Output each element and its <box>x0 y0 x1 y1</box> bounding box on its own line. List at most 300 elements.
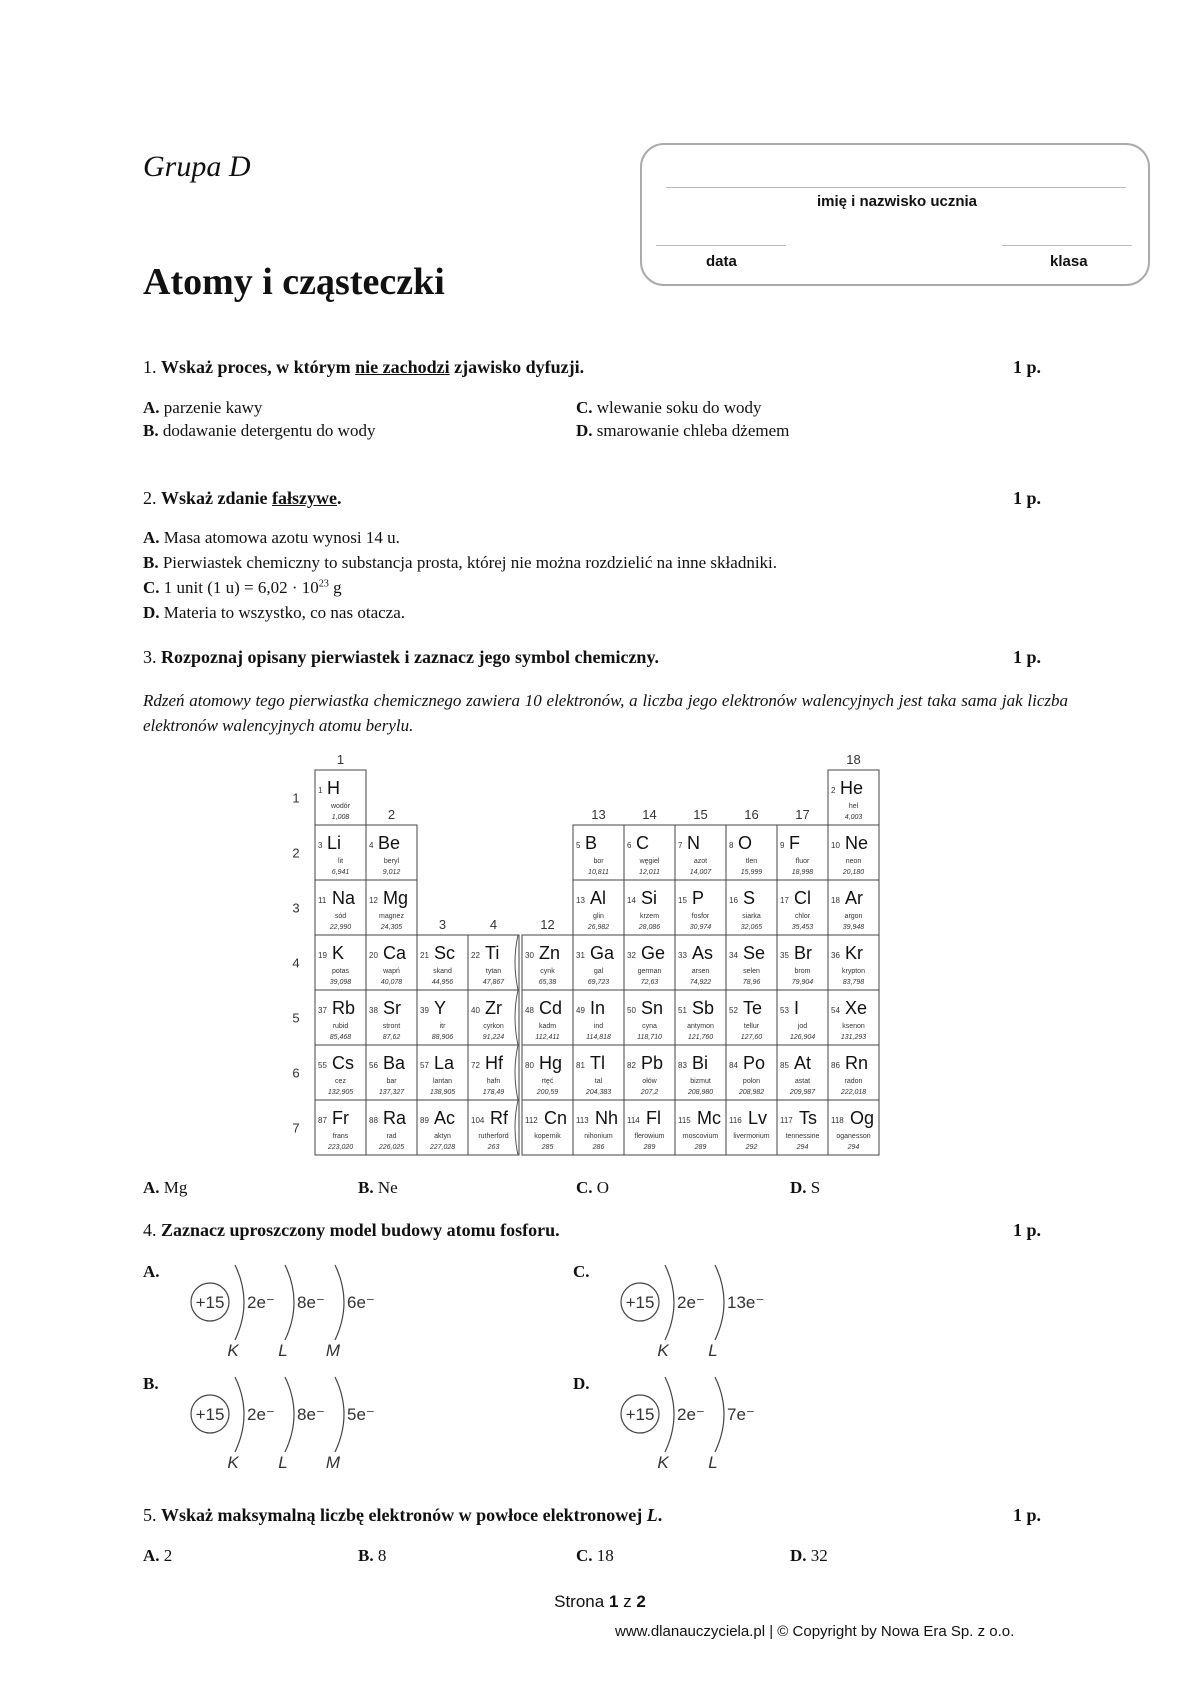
element-mass: 65,38 <box>538 979 557 986</box>
element-mass: 209,987 <box>789 1089 816 1096</box>
element-cell-Og <box>828 1100 879 1155</box>
element-name: wapń <box>383 968 400 975</box>
element-mass: 47,867 <box>482 979 505 986</box>
q3-option-d[interactable]: D. S <box>790 1178 821 1197</box>
student-info-box <box>640 143 1150 286</box>
element-symbol: Al <box>590 888 607 908</box>
element-name: cyrkon <box>483 1023 504 1030</box>
element-cell-Rb <box>315 990 366 1045</box>
element-cell-Al <box>573 880 624 935</box>
element-mass: 200,59 <box>536 1089 559 1096</box>
element-cell-O <box>726 825 777 880</box>
element-number: 33 <box>678 951 687 960</box>
q3-option-c[interactable]: C. O <box>576 1178 610 1197</box>
element-symbol: Kr <box>845 943 863 963</box>
element-cell-H <box>315 770 366 825</box>
element-cell-Ar <box>828 880 879 935</box>
element-symbol: S <box>743 888 756 908</box>
element-cell-Ge <box>624 935 675 990</box>
element-symbol: Cn <box>544 1108 568 1128</box>
element-symbol: Zn <box>539 943 561 963</box>
element-symbol: Zr <box>485 998 502 1018</box>
element-number: 22 <box>471 951 480 960</box>
element-name: lit <box>337 858 344 865</box>
element-mass: 294 <box>847 1144 860 1151</box>
element-mass: 78,96 <box>742 979 761 986</box>
element-symbol: Cl <box>794 888 811 908</box>
element-symbol: Rn <box>845 1053 869 1073</box>
date-line[interactable] <box>656 245 786 246</box>
question-1: 1. Wskaż proces, w którym nie zachodzi zjawisko dyfuzji. <box>143 357 585 377</box>
element-mass: 39,098 <box>329 979 352 986</box>
element-symbol: Y <box>434 998 447 1018</box>
element-name: bizmut <box>690 1078 711 1085</box>
element-number: 56 <box>369 1061 378 1070</box>
element-cell-Zr <box>468 990 519 1045</box>
atom-model-a[interactable] <box>185 1260 415 1360</box>
element-name: lantan <box>432 1078 453 1085</box>
element-name: neon <box>845 858 862 865</box>
shell-electrons: 2e⁻ <box>677 1405 705 1424</box>
element-cell-Sn <box>624 990 675 1045</box>
element-name: nihonium <box>584 1133 613 1140</box>
q3-option-a[interactable]: A. Mg <box>143 1178 188 1197</box>
q3-points: 1 p. <box>1013 647 1042 667</box>
nucleus-charge: +15 <box>625 1405 655 1424</box>
page-number: Strona 1 z 2 <box>554 1592 646 1611</box>
element-name: magnez <box>379 913 404 920</box>
element-cell-Bi <box>675 1045 726 1100</box>
element-symbol: Cd <box>539 998 563 1018</box>
q4-option-b-letter[interactable]: B. <box>143 1374 159 1393</box>
element-name: aktyn <box>434 1133 451 1140</box>
shell-label-M: M <box>325 1453 341 1472</box>
name-label: imię i nazwisko ucznia <box>816 193 978 210</box>
element-number: 112 <box>525 1116 538 1125</box>
element-name: fluor <box>795 858 810 865</box>
element-mass: 6,941 <box>331 869 350 876</box>
group-label-1: 1 <box>336 752 345 767</box>
shell-label-L: L <box>278 1453 288 1472</box>
element-mass: 44,956 <box>431 979 454 986</box>
element-symbol: Ga <box>590 943 615 963</box>
shell-arc <box>285 1265 294 1340</box>
element-number: 82 <box>627 1061 636 1070</box>
group-label-13: 13 <box>591 807 606 822</box>
element-symbol: Ts <box>799 1108 817 1128</box>
element-cell-Cd <box>522 990 573 1045</box>
element-name: arsen <box>691 968 710 975</box>
element-mass: 118,710 <box>637 1034 662 1041</box>
shell-arc <box>335 1265 344 1340</box>
element-number: 20 <box>369 951 378 960</box>
q5-points: 1 p. <box>1013 1505 1042 1525</box>
atom-model-b[interactable] <box>185 1372 415 1472</box>
element-cell-Pb <box>624 1045 675 1100</box>
element-cell-Ts <box>777 1100 828 1155</box>
element-symbol: C <box>636 833 649 853</box>
element-number: 4 <box>369 841 374 850</box>
element-cell-Rf <box>468 1100 519 1155</box>
element-number: 12 <box>369 896 378 905</box>
element-cell-N <box>675 825 726 880</box>
element-cell-Sc <box>417 935 468 990</box>
element-mass: 289 <box>643 1144 656 1151</box>
element-number: 15 <box>678 896 687 905</box>
group-label-15: 15 <box>693 807 708 822</box>
element-number: 57 <box>420 1061 429 1070</box>
period-label-5: 5 <box>292 1010 300 1026</box>
element-name: cez <box>335 1078 346 1085</box>
element-name: radon <box>844 1078 863 1085</box>
element-mass: 20,180 <box>842 869 865 876</box>
q4-option-a-letter[interactable]: A. <box>143 1262 160 1281</box>
element-number: 48 <box>525 1006 534 1015</box>
q5-option-c[interactable]: C. 18 <box>576 1546 614 1565</box>
element-mass: 79,904 <box>791 979 814 986</box>
element-mass: 227,028 <box>429 1144 456 1151</box>
element-cell-P <box>675 880 726 935</box>
element-cell-Xe <box>828 990 879 1045</box>
q4-option-d-letter[interactable]: D. <box>573 1374 590 1393</box>
element-name: cynk <box>540 968 555 975</box>
element-mass: 208,980 <box>687 1089 714 1096</box>
element-number: 37 <box>318 1006 327 1015</box>
element-mass: 12,011 <box>639 869 660 876</box>
element-number: 114 <box>627 1116 640 1125</box>
element-mass: 22,990 <box>329 924 352 931</box>
q2-points: 1 p. <box>1013 488 1042 508</box>
element-number: 10 <box>831 841 840 850</box>
element-name: gal <box>593 968 604 975</box>
element-number: 14 <box>627 896 636 905</box>
element-symbol: Tl <box>590 1053 605 1073</box>
element-mass: 88,906 <box>431 1034 454 1041</box>
element-mass: 131,293 <box>840 1034 867 1041</box>
element-name: siarka <box>742 913 761 920</box>
q4-option-c-letter[interactable]: C. <box>573 1262 590 1281</box>
q3-option-b[interactable]: B. Ne <box>358 1178 398 1197</box>
element-number: 52 <box>729 1006 738 1015</box>
element-cell-Na <box>315 880 366 935</box>
q5-option-a[interactable]: A. 2 <box>143 1546 173 1565</box>
shell-label-L: L <box>278 1341 288 1360</box>
element-cell-Lv <box>726 1100 777 1155</box>
element-cell-Si <box>624 880 675 935</box>
element-number: 31 <box>576 951 585 960</box>
element-symbol: Se <box>743 943 766 963</box>
element-number: 2 <box>831 786 836 795</box>
element-cell-He <box>828 770 879 825</box>
element-name: astat <box>794 1078 811 1085</box>
period-label-1: 1 <box>292 790 300 806</box>
element-symbol: Ti <box>485 943 500 963</box>
element-name: livermorium <box>733 1133 770 1140</box>
element-number: 7 <box>678 841 683 850</box>
element-mass: 222,018 <box>840 1089 867 1096</box>
element-symbol: Xe <box>845 998 868 1018</box>
element-mass: 85,468 <box>329 1034 352 1041</box>
date-label: data <box>706 253 737 270</box>
element-name: flerowium <box>634 1133 665 1140</box>
element-number: 51 <box>678 1006 687 1015</box>
period-label-4: 4 <box>292 955 300 971</box>
group-label-14: 14 <box>642 807 657 822</box>
question-3: 3. Rozpoznaj opisany pierwiastek i zaznacz jego symbol chemiczny. <box>143 647 659 667</box>
element-mass: 4,003 <box>844 814 863 821</box>
element-name: itr <box>439 1023 446 1030</box>
element-name: ołów <box>642 1078 657 1085</box>
atom-model-d[interactable] <box>615 1372 845 1472</box>
element-symbol: Rb <box>332 998 356 1018</box>
period-label-7: 7 <box>292 1120 300 1136</box>
element-symbol: Br <box>794 943 812 963</box>
element-mass: 208,982 <box>738 1089 765 1096</box>
q2-option-d[interactable]: D. Materia to wszystko, co nas otacza. <box>143 603 406 622</box>
period-label-6: 6 <box>292 1065 300 1081</box>
element-cell-C <box>624 825 675 880</box>
shell-label-K: K <box>657 1453 669 1472</box>
element-cell-Ra <box>366 1100 417 1155</box>
element-name: beryl <box>383 858 400 865</box>
shell-arc <box>665 1377 674 1452</box>
element-name: rutherford <box>478 1133 509 1140</box>
element-name: cyna <box>642 1023 657 1030</box>
element-name: rad <box>386 1133 397 1140</box>
element-mass: 178,49 <box>482 1089 505 1096</box>
periodic-table <box>290 750 920 1160</box>
element-mass: 26,982 <box>587 924 610 931</box>
element-cell-Br <box>777 935 828 990</box>
element-number: 81 <box>576 1061 585 1070</box>
element-name: selen <box>743 968 760 975</box>
shell-electrons: 2e⁻ <box>247 1405 275 1424</box>
element-mass: 35,453 <box>791 924 814 931</box>
group-label: Grupa D <box>143 150 251 183</box>
element-number: 87 <box>318 1116 327 1125</box>
element-number: 72 <box>471 1061 480 1070</box>
element-number: 19 <box>318 951 327 960</box>
element-symbol: Li <box>327 833 342 853</box>
page-title: Atomy i cząsteczki <box>143 261 445 303</box>
element-cell-Zn <box>522 935 573 990</box>
element-mass: 14,007 <box>689 869 712 876</box>
element-name: hafn <box>486 1078 501 1085</box>
element-mass: 24,305 <box>380 924 403 931</box>
element-number: 113 <box>576 1116 589 1125</box>
element-number: 80 <box>525 1061 534 1070</box>
element-cell-Tl <box>573 1045 624 1100</box>
element-name: rubid <box>332 1023 349 1030</box>
element-mass: 292 <box>745 1144 758 1151</box>
element-cell-Fr <box>315 1100 366 1155</box>
element-number: 35 <box>780 951 789 960</box>
element-number: 89 <box>420 1116 429 1125</box>
element-mass: 226,025 <box>378 1144 405 1151</box>
element-mass: 87,62 <box>382 1034 401 1041</box>
class-label: klasa <box>1050 253 1088 270</box>
question-4: 4. Zaznacz uproszczony model budowy atomu fosforu. <box>143 1220 560 1240</box>
element-mass: 10,811 <box>588 869 609 876</box>
element-number: 17 <box>780 896 789 905</box>
element-name: bar <box>386 1078 397 1085</box>
element-number: 83 <box>678 1061 687 1070</box>
shell-electrons: 7e⁻ <box>727 1405 755 1424</box>
shell-arc <box>715 1377 724 1452</box>
element-number: 118 <box>831 1116 844 1125</box>
element-number: 8 <box>729 841 734 850</box>
element-symbol: In <box>590 998 606 1018</box>
nucleus-charge: +15 <box>195 1405 225 1424</box>
element-symbol: Be <box>378 833 401 853</box>
nucleus-charge: +15 <box>625 1293 655 1312</box>
atom-model-c[interactable] <box>615 1260 845 1360</box>
element-number: 86 <box>831 1061 840 1070</box>
class-line[interactable] <box>1002 245 1132 246</box>
element-cell-Fl <box>624 1100 675 1155</box>
element-name: brom <box>794 968 811 975</box>
element-symbol: Ne <box>845 833 869 853</box>
q5-option-b[interactable]: B. 8 <box>358 1546 387 1565</box>
q2-option-b[interactable]: B. Pierwiastek chemiczny to substancja prosta, której nie można rozdzielić na inne składniki. <box>143 553 778 572</box>
element-number: 115 <box>678 1116 691 1125</box>
element-number: 9 <box>780 841 785 850</box>
element-name: tellur <box>743 1023 760 1030</box>
element-name: tytan <box>485 968 502 975</box>
element-number: 49 <box>576 1006 585 1015</box>
element-cell-La <box>417 1045 468 1100</box>
period-label-3: 3 <box>292 900 300 916</box>
element-name: tlen <box>745 858 758 865</box>
element-cell-Sb <box>675 990 726 1045</box>
element-number: 50 <box>627 1006 636 1015</box>
question-2: 2. Wskaż zdanie fałszywe. <box>143 488 342 508</box>
shell-label-K: K <box>657 1341 669 1360</box>
q1-option-a[interactable]: A. parzenie kawy <box>143 398 263 417</box>
element-name: stront <box>382 1023 401 1030</box>
element-cell-Y <box>417 990 468 1045</box>
element-number: 39 <box>420 1006 429 1015</box>
q2-option-a[interactable]: A. Masa atomowa azotu wynosi 14 u. <box>143 528 400 547</box>
element-symbol: Ac <box>434 1108 456 1128</box>
element-number: 34 <box>729 951 738 960</box>
element-cell-As <box>675 935 726 990</box>
element-symbol: Po <box>743 1053 766 1073</box>
element-symbol: K <box>332 943 345 963</box>
element-number: 84 <box>729 1061 738 1070</box>
shell-label-M: M <box>325 1341 341 1360</box>
element-symbol: Sn <box>641 998 664 1018</box>
element-cell-Rn <box>828 1045 879 1100</box>
q1-option-d[interactable]: D. smarowanie chleba dżemem <box>576 421 790 440</box>
element-name: bor <box>593 858 604 865</box>
element-mass: 32,065 <box>740 924 763 931</box>
element-symbol: Nh <box>595 1108 619 1128</box>
nucleus-charge: +15 <box>195 1293 225 1312</box>
element-cell-Ti <box>468 935 519 990</box>
element-symbol: At <box>794 1053 812 1073</box>
group-label-2: 2 <box>387 807 396 822</box>
q5-option-d[interactable]: D. 32 <box>790 1546 828 1565</box>
element-mass: 126,904 <box>789 1034 816 1041</box>
element-number: 32 <box>627 951 636 960</box>
element-mass: 127,60 <box>740 1034 763 1041</box>
group-label-16: 16 <box>744 807 759 822</box>
element-name: azot <box>693 858 708 865</box>
element-number: 13 <box>576 896 585 905</box>
element-name: oganesson <box>836 1133 871 1140</box>
element-symbol: Ge <box>641 943 666 963</box>
group-label-17: 17 <box>795 807 810 822</box>
element-mass: 15,999 <box>740 869 763 876</box>
element-mass: 18,998 <box>791 869 814 876</box>
element-name: potas <box>331 968 350 975</box>
element-mass: 289 <box>694 1144 707 1151</box>
name-line[interactable] <box>666 187 1126 188</box>
element-symbol: N <box>687 833 700 853</box>
q1-option-c[interactable]: C. wlewanie soku do wody <box>576 398 762 417</box>
element-cell-S <box>726 880 777 935</box>
element-number: 1 <box>318 786 323 795</box>
element-symbol: Ca <box>383 943 407 963</box>
element-symbol: Hg <box>539 1053 563 1073</box>
element-symbol: As <box>692 943 714 963</box>
element-symbol: Cs <box>332 1053 354 1073</box>
q2-option-c[interactable]: C. 1 unit (1 $u) = 6,02 \cdot 10^{23}$ g <box>143 578 342 597</box>
element-mass: 294 <box>796 1144 809 1151</box>
shell-electrons: 2e⁻ <box>247 1293 275 1312</box>
element-name: ksenon <box>842 1023 865 1030</box>
element-name: polon <box>742 1078 761 1085</box>
element-symbol: He <box>840 778 864 798</box>
element-cell-Po <box>726 1045 777 1100</box>
element-mass: 121,760 <box>687 1034 714 1041</box>
element-symbol: Og <box>850 1108 875 1128</box>
element-mass: 285 <box>541 1144 554 1151</box>
element-name: hel <box>848 803 859 810</box>
shell-arc <box>235 1377 244 1452</box>
element-number: 54 <box>831 1006 840 1015</box>
shell-arc <box>335 1377 344 1452</box>
shell-label-L: L <box>708 1453 718 1472</box>
shell-electrons: 8e⁻ <box>297 1293 325 1312</box>
element-mass: 263 <box>487 1144 500 1151</box>
element-cell-F <box>777 825 828 880</box>
element-cell-Te <box>726 990 777 1045</box>
element-mass: 138,905 <box>429 1089 456 1096</box>
element-number: 116 <box>729 1116 742 1125</box>
element-name: fosfor <box>691 913 710 920</box>
element-symbol: Mc <box>697 1108 721 1128</box>
element-number: 38 <box>369 1006 378 1015</box>
element-cell-Be <box>366 825 417 880</box>
element-cell-Nh <box>573 1100 624 1155</box>
element-symbol: P <box>692 888 705 908</box>
period-label-2: 2 <box>292 845 300 861</box>
element-cell-Cl <box>777 880 828 935</box>
group-label-12: 12 <box>540 917 555 932</box>
element-name: krypton <box>842 968 865 975</box>
element-cell-B <box>573 825 624 880</box>
element-mass: 137,327 <box>378 1089 405 1096</box>
element-name: moscovium <box>682 1133 719 1140</box>
element-name: skand <box>433 968 452 975</box>
shell-arc <box>715 1265 724 1340</box>
element-number: 6 <box>627 841 632 850</box>
question-5: 5. Wskaż maksymalną liczbę elektronów w powłoce elektronowej L. <box>143 1505 663 1525</box>
q1-option-b[interactable]: B. dodawanie detergentu do wody <box>143 421 376 440</box>
element-symbol: Ar <box>845 888 863 908</box>
